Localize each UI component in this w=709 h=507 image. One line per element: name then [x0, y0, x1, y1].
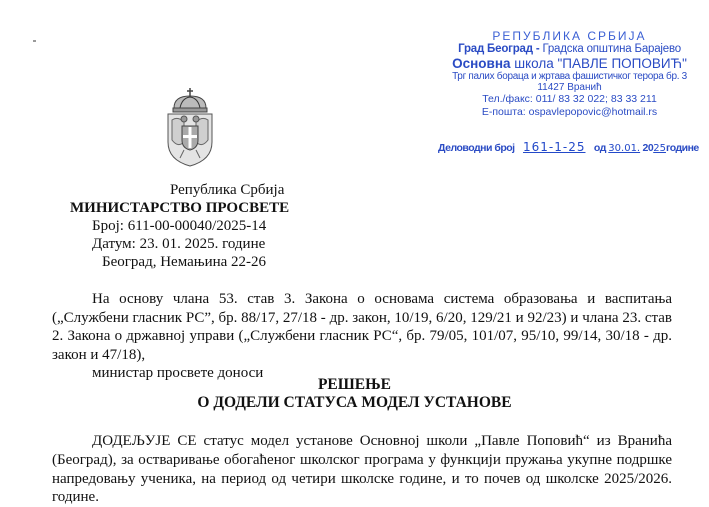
title-line-2: О ДОДЕЛИ СТАТУСА МОДЕЛ УСТАНОВЕ	[197, 394, 512, 411]
stamp-city	[430, 43, 709, 56]
header-republic: Република Србија	[170, 182, 285, 198]
decision-title	[0, 376, 709, 412]
preamble-minister-line: министар просвете доноси	[92, 365, 264, 381]
preamble	[52, 290, 672, 383]
registry-label: Деловодни број	[438, 142, 515, 154]
stamp-registry-line	[438, 140, 709, 154]
registry-number: 161-1-25	[523, 140, 586, 154]
school-registry-stamp	[430, 29, 709, 154]
header-date: Датум: 23. 01. 2025. године	[92, 236, 266, 252]
header-ministry: МИНИСТАРСТВО ПРОСВЕТЕ	[70, 200, 290, 216]
stamp-school-rest: школа "ПАВЛЕ ПОПОВИЋ"	[510, 56, 687, 71]
registry-year-suffix: 25	[653, 143, 666, 154]
decision-body	[52, 432, 672, 507]
stamp-phone: Тел./факс: 011/ 83 32 022; 83 33 211	[482, 93, 657, 105]
stamp-postal: 11427 Вранић	[537, 82, 602, 93]
registry-year-label: године	[665, 142, 699, 154]
registry-year-prefix: 20	[642, 142, 654, 154]
title-line-1: РЕШЕЊЕ	[317, 376, 392, 393]
scan-artifact-mark	[33, 40, 36, 42]
stamp-city-rest: Градска општина Барајево	[539, 43, 681, 55]
stamp-school-bold: Основна	[452, 56, 511, 71]
stamp-republic: РЕПУБЛИКА СРБИЈА	[492, 29, 647, 43]
header-number: Број: 611-00-00040/2025-14	[92, 218, 267, 234]
serbia-coat-of-arms-icon	[160, 86, 220, 168]
stamp-email: E-пошта: ospavlepopovic@hotmail.rs	[481, 106, 658, 118]
header-address: Београд, Немањина 22-26	[102, 254, 267, 270]
preamble-text: На основу члана 53. став 3. Закона о основама система образовања и васпитања („Службени гласник РС”, бр. 88/17, 27/18 - др. закон, 10/19, 6/20, 129/21 и 92/23) и члана 23. став 2. Закона о државној управи („Службени гласник РС“, бр. 79/05, 101/07, 95/10, 99/14, 30/18 - др. закон и 47/18),	[52, 291, 672, 363]
stamp-city-bold: Град Београд -	[458, 43, 540, 55]
registry-date: 30.01.	[608, 143, 641, 154]
stamp-school-name	[430, 56, 709, 71]
ministry-header	[62, 181, 342, 271]
registry-date-label: од	[593, 142, 606, 154]
stamp-address: Трг палих бораца и жртава фашистичког терора бр. 3	[452, 71, 687, 82]
decision-text: ДОДЕЉУЈЕ СЕ статус модел установе Основној школи „Павле Поповић“ из Вранића (Београд), за остваривање обогаћеног школског програма у функцији пружања укупне подршке напредовању ученика, на период од четири школске године, и то почев од школске 2025/2026. године.	[52, 433, 672, 506]
